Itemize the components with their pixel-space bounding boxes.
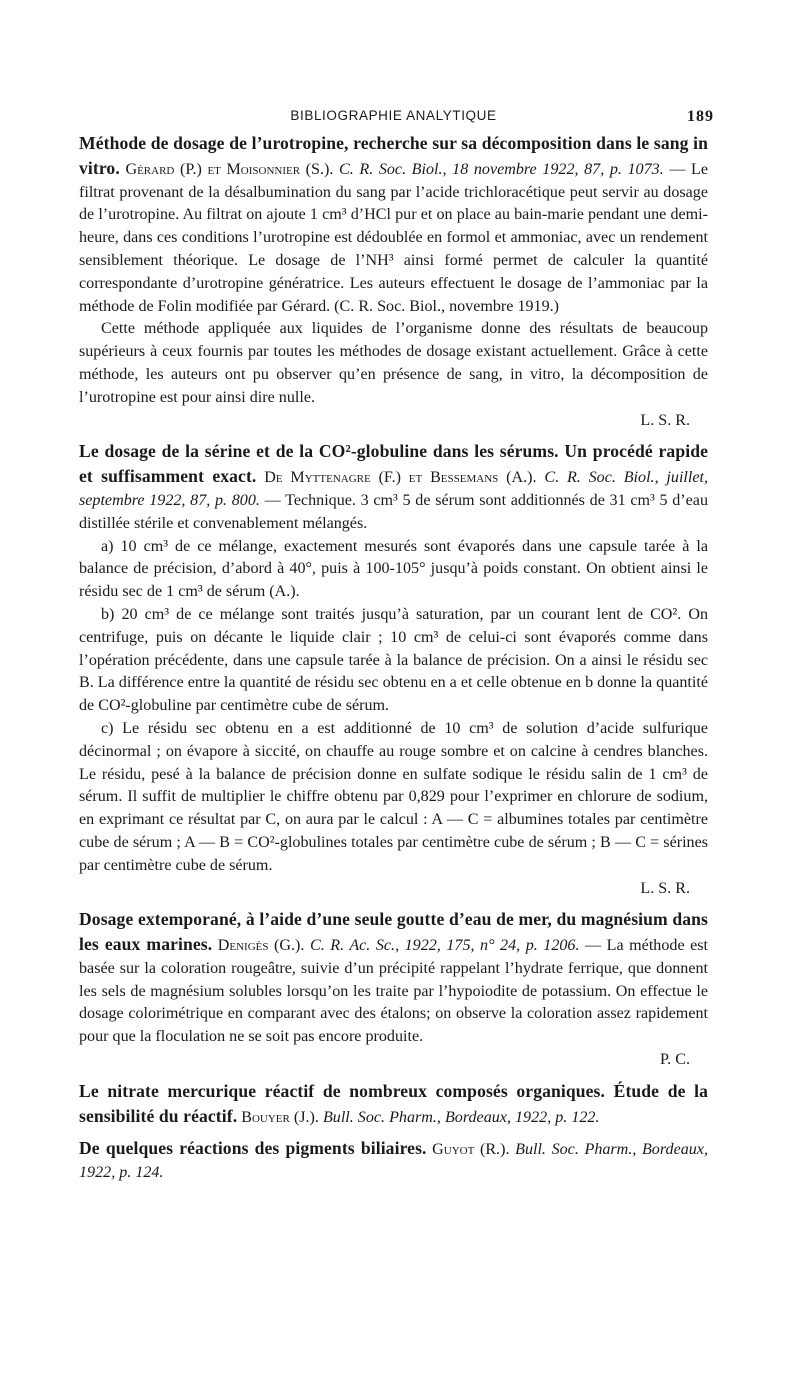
entry-text: — La méthode est basée sur la coloration rougeâtre, suivie d’un précipité rappelant l’hydrate ferrique, que donnent les sels de magnésium solubles lorsqu’on les traite par l’hypoiodite de potassium. On effectue le dosage colorimétrique en comparant avec des étalons; on observe la coloration assez rapidement pour que la floculation ne se soit pas encore produite.	[79, 937, 708, 1046]
entry-authors: Guyot (R.).	[432, 1141, 510, 1159]
entry-text: — Le filtrat provenant de la désalbumination du sang par l’acide trichloracétique peut servir au dosage de l’urotropine. Au filtrat on ajoute 1 cm³ d’HCl pur et on place au bain-marie pendant une demi-heure, dans ces conditions l’urotropine est dédoublée en formol et ammoniac, avec un rendement sensiblement théorique. Le dosage de l’NH³ ainsi formé permet de calculer la quantité correspondante d’urotropine génératrice. Les auteurs effectuent le dosage de l’ammoniac par la méthode de Folin modifiée par Gérard. (C. R. Soc. Biol., novembre 1919.)	[79, 160, 708, 315]
entry-title: De quelques réactions des pigments biliaires.	[79, 1138, 427, 1159]
entry-authors: De Myttenagre (F.) et Bessemans (A.).	[264, 469, 537, 487]
entry-title: Méthode de dosage de l’urotropine, recherche sur sa décomposition dans le sang in vitro.	[79, 133, 708, 178]
bibliography-entry	[79, 1137, 708, 1185]
entry-text: — Technique. 3 cm³ 5 de sérum sont additionnés de 31 cm³ 5 d’eau distillée stérile et convenablement mélangés.	[79, 491, 708, 532]
entry-reference: C. R. Soc. Biol., juillet, septembre 1922, 87, p. 800.	[79, 469, 708, 509]
running-header	[79, 108, 714, 132]
entry-authors: Gérard (P.) et Moisonnier (S.).	[125, 160, 334, 178]
entry-paragraph	[79, 908, 708, 1072]
entry-authors: Denigès (G.).	[217, 937, 305, 955]
entry-paragraph	[79, 1137, 708, 1185]
entry-authors: Bouyer (J.).	[241, 1108, 319, 1126]
bibliography-entry	[79, 908, 708, 1072]
entry-signature: P. C.	[660, 1051, 690, 1069]
page-number: 189	[687, 108, 714, 125]
entry-reference: C. R. Ac. Sc., 1922, 175, n° 24, p. 1206.	[309, 937, 580, 955]
entry-title: Dosage extemporané, à l’aide d’une seule goutte d’eau de mer, du magnésium dans les eaux marines.	[79, 909, 708, 955]
entry-paragraph	[79, 132, 708, 318]
bibliography-entry	[79, 132, 708, 432]
entry-reference: Bull. Soc. Pharm., Bordeaux, 1922, p. 122.	[322, 1108, 600, 1126]
entry-paragraph	[79, 536, 708, 604]
entry-text: Cette méthode appliquée aux liquides de l’organisme donne des résultats de beaucoup supérieurs à ceux fournis par toutes les méthodes de dosage existant actuellement. Grâce à cette méthode, les auteurs ont pu observer qu’en présence de sang, in vitro, la décomposition de l’urotropine est pour ainsi dire nulle.	[79, 320, 708, 406]
entry-text: c) Le résidu sec obtenu en a est additionné de 10 cm³ de solution d’acide sulfurique décinormal ; on évapore à siccité, on chauffe au rouge sombre et on calcine à cendres blanches. Le résidu, pesé à la balance de précision donne en sulfate sodique le résidu salin de 1 cm³ de sérum. Il suffit de multiplier le chiffre obtenu par 0,829 pour l’exprimer en chlorure de sodium, en exprimant ce résultat par C, on aura par le calcul : A — C = albumines totales par centimètre cube de sérum ; A — B = CO²-globulines totales par centimètre cube de sérum ; B — C = sérines par centimètre cube de sérum.	[79, 719, 708, 874]
entry-paragraph	[79, 718, 708, 900]
entry-paragraph	[79, 318, 708, 432]
entry-title: Le nitrate mercurique réactif de nombreux composés organiques. Étude de la sensibilité du réactif.	[79, 1080, 708, 1126]
bibliography-entry	[79, 1080, 708, 1130]
entry-paragraph	[79, 440, 708, 535]
entry-signature: L. S. R.	[640, 411, 690, 429]
bibliography-entry	[79, 440, 708, 900]
entry-reference: C. R. Soc. Biol., 18 novembre 1922, 87, p. 1073.	[339, 160, 664, 178]
entry-reference: Bull. Soc. Pharm., Bordeaux, 1922, p. 124.	[79, 1141, 708, 1182]
entry-text: a) 10 cm³ de ce mélange, exactement mesurés sont évaporés dans une capsule tarée à la balance de précision, d’abord à 40°, puis à 100-105° jusqu’à poids constant. On obtient ainsi le résidu sec de 1 cm³ de sérum (A.).	[79, 537, 708, 601]
entry-paragraph	[79, 1080, 708, 1130]
entry-text: b) 20 cm³ de ce mélange sont traités jusqu’à saturation, par un courant lent de CO². On centrifuge, puis on décante le liquide clair ; 10 cm³ de celui-ci sont évaporés comme dans l’opération précédente, dans une capsule tarée à la balance de précision. On a ainsi le résidu sec B. La différence entre la quantité de résidu sec obtenu en a et celle obtenue en b donne la quantité de CO²-globuline par centimètre cube de sérum.	[79, 605, 708, 715]
running-title: BIBLIOGRAPHIE ANALYTIQUE	[290, 108, 497, 123]
entry-title: Le dosage de la sérine et de la CO²-globuline dans les sérums. Un procédé rapide et suffisamment exact.	[79, 441, 708, 487]
entry-signature: L. S. R.	[640, 879, 690, 897]
entry-paragraph	[79, 604, 708, 718]
